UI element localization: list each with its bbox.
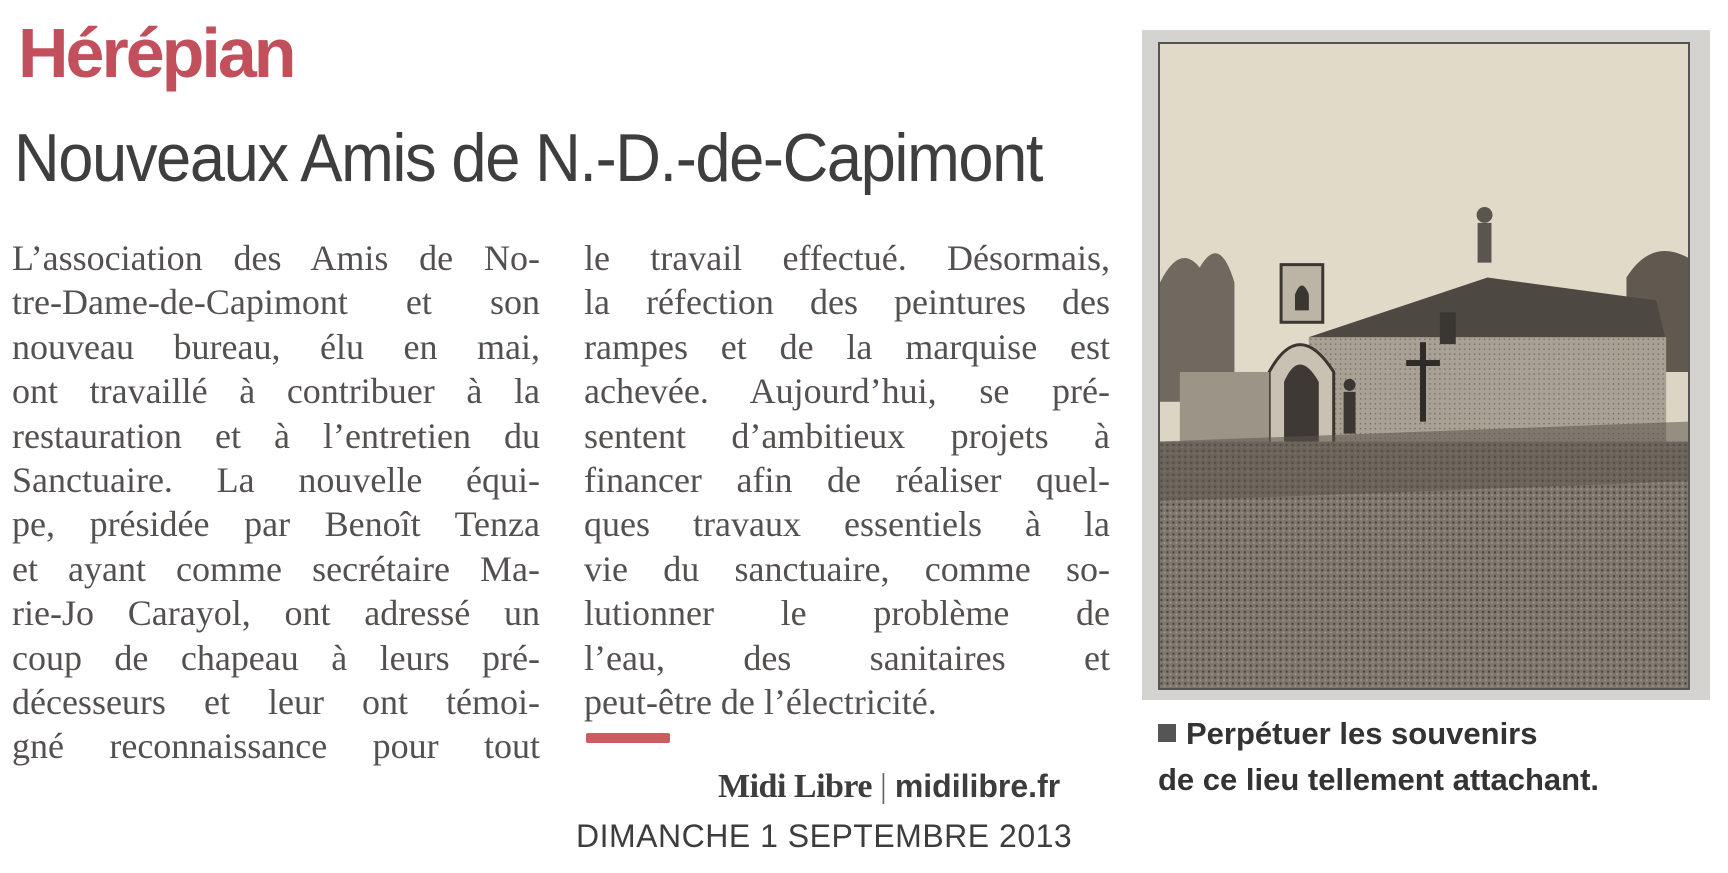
article-line: coup de chapeau à leurs pré-: [12, 637, 540, 678]
chapel-illustration: [1160, 44, 1688, 688]
article-line: le travail effectué. Désormais,: [584, 238, 1110, 278]
article-column-1: [12, 236, 540, 769]
article-line: financer afin de réaliser quel-: [584, 459, 1110, 500]
article-line: vie du sanctuaire, comme so-: [584, 548, 1110, 589]
article-line: rampes et de la marquise est: [584, 326, 1110, 367]
article-line: pe, présidée par Benoît Tenza: [12, 504, 540, 545]
article-line: rie-Jo Carayol, ont adressé un: [12, 593, 540, 634]
caption-text-1: Perpétuer les souvenirs: [1186, 716, 1538, 751]
article-end-mark: [586, 733, 670, 743]
caption-text-2: de ce lieu tellement attachant.: [1158, 762, 1600, 797]
newspaper-name: Midi Libre: [718, 768, 872, 805]
photo-caption: [1158, 711, 1599, 803]
article-column-2: [584, 236, 1110, 724]
article-line: L’association des Amis de No-: [12, 238, 540, 278]
article-line: restauration et à l’entretien du: [12, 415, 540, 456]
article-line: la réfection des peintures des: [584, 282, 1110, 323]
article-line: lutionner le problème de: [584, 593, 1110, 634]
source-separator: |: [880, 768, 887, 805]
article-line: peut-être de l’électricité.: [584, 681, 937, 722]
article-line: l’eau, des sanitaires et: [584, 637, 1110, 678]
article-line: et ayant comme secrétaire Ma-: [12, 548, 540, 589]
article-line: tre-Dame-de-Capimont et son: [12, 282, 540, 323]
article-line: ont travaillé à contribuer à la: [12, 371, 540, 412]
article-line: nouveau bureau, élu en mai,: [12, 326, 540, 367]
caption-bullet-icon: [1158, 724, 1176, 742]
article-line: décesseurs et leur ont témoi-: [12, 681, 540, 722]
newspaper-site: midilibre.fr: [894, 768, 1061, 804]
publication-date: DIMANCHE 1 SEPTEMBRE 2013: [576, 818, 1073, 854]
source-line: [718, 768, 1060, 806]
article-headline: Nouveaux Amis de N.-D.-de-Capimont: [14, 120, 1043, 196]
photo-frame: [1142, 30, 1710, 700]
article-line: Sanctuaire. La nouvelle équi-: [12, 459, 540, 500]
article-line: sentent d’ambitieux projets à: [584, 415, 1110, 456]
article-line: gné reconnaissance pour tout: [12, 726, 540, 767]
article-line: ques travaux essentiels à la: [584, 504, 1110, 545]
article-line: achevée. Aujourd’hui, se pré-: [584, 371, 1110, 412]
caption-line-1: [1158, 711, 1599, 757]
chapel-photo: [1158, 42, 1690, 690]
section-kicker: Hérépian: [18, 14, 294, 92]
